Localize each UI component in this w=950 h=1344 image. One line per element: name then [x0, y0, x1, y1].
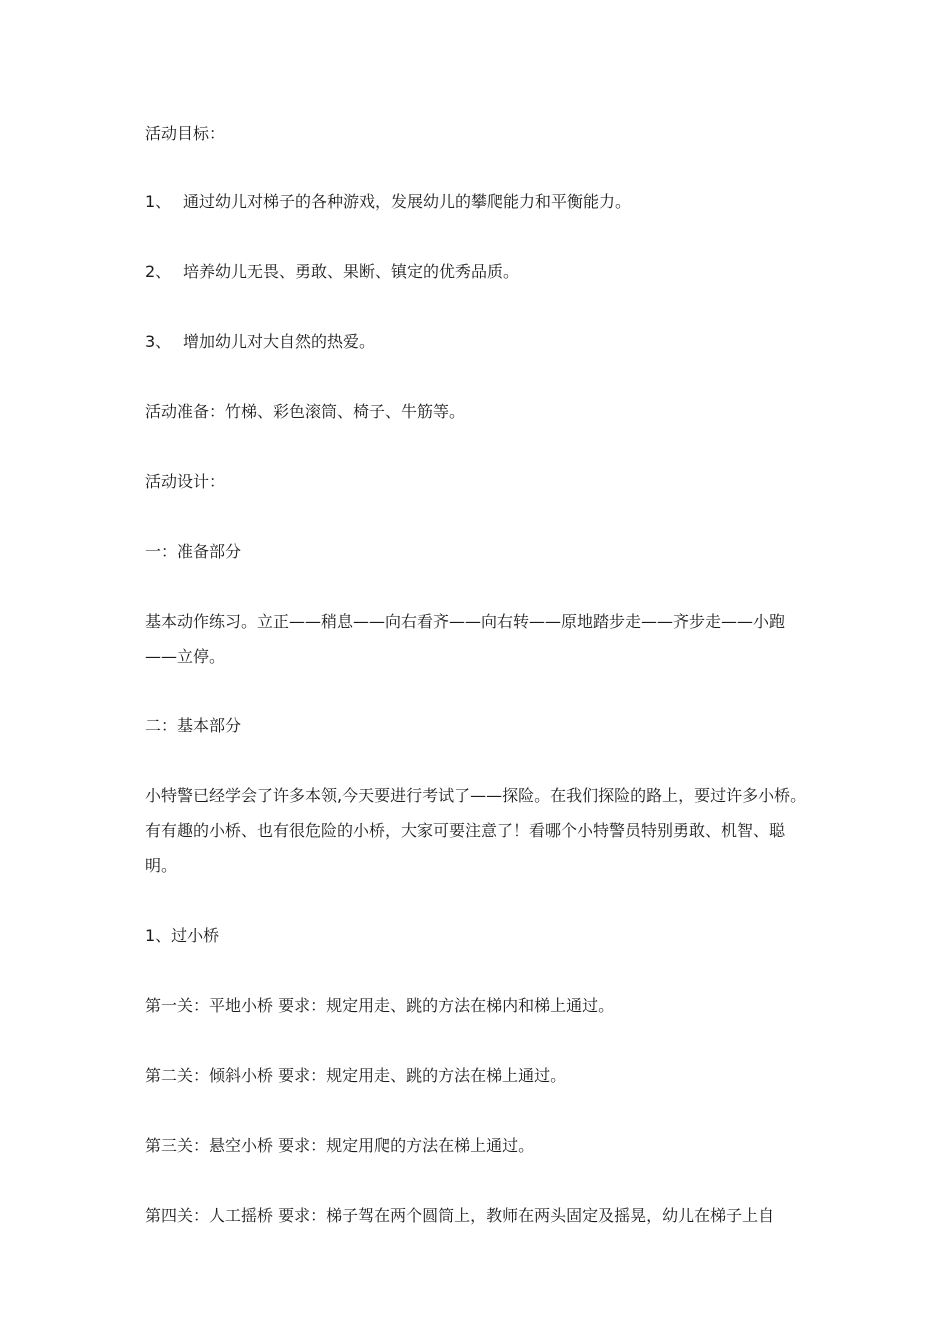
part-two-body: 小特警已经学会了许多本领,今天要进行考试了——探险。在我们探险的路上，要过许多小桥。有有趣的小桥、也有很危险的小桥，大家可要注意了！看哪个小特警员特别勇敢、机智、聪明。: [145, 786, 807, 875]
goal-item-1: [145, 184, 810, 219]
preparation-text: 活动准备：竹梯、彩色滚筒、椅子、牛筋等。: [145, 402, 466, 421]
goal-number: 3、: [145, 332, 172, 351]
part-one-body: 基本动作练习。立正——稍息——向右看齐——向右转——原地踏步走——齐步走——小跑——立停。: [145, 612, 786, 666]
part-one-heading: 一：准备部分: [145, 542, 242, 561]
level-4-text: 第四关：人工摇桥 要求：梯子驾在两个圆筒上，教师在两头固定及摇晃，幼儿在梯子上自: [145, 1206, 775, 1225]
design-heading: 活动设计：: [145, 472, 226, 491]
goal-number: 2、: [145, 262, 172, 281]
level-3-text: 第三关：悬空小桥 要求：规定用爬的方法在梯上通过。: [145, 1136, 535, 1155]
goal-text: 增加幼儿对大自然的热爱。: [183, 332, 376, 351]
level-2-text: 第二关：倾斜小桥 要求：规定用走、跳的方法在梯上通过。: [145, 1066, 567, 1085]
section-1-heading: 1、过小桥: [145, 926, 220, 945]
level-1-text: 第一关：平地小桥 要求：规定用走、跳的方法在梯内和梯上通过。: [145, 996, 615, 1015]
goal-item-2: [145, 254, 810, 289]
part-two-heading: 二：基本部分: [145, 716, 242, 735]
goal-number: 1、: [145, 192, 172, 211]
goals-heading: 活动目标：: [145, 124, 226, 143]
goal-text: 通过幼儿对梯子的各种游戏，发展幼儿的攀爬能力和平衡能力。: [183, 192, 632, 211]
goal-item-3: [145, 324, 810, 359]
goal-text: 培养幼儿无畏、勇敢、果断、镇定的优秀品质。: [183, 262, 520, 281]
